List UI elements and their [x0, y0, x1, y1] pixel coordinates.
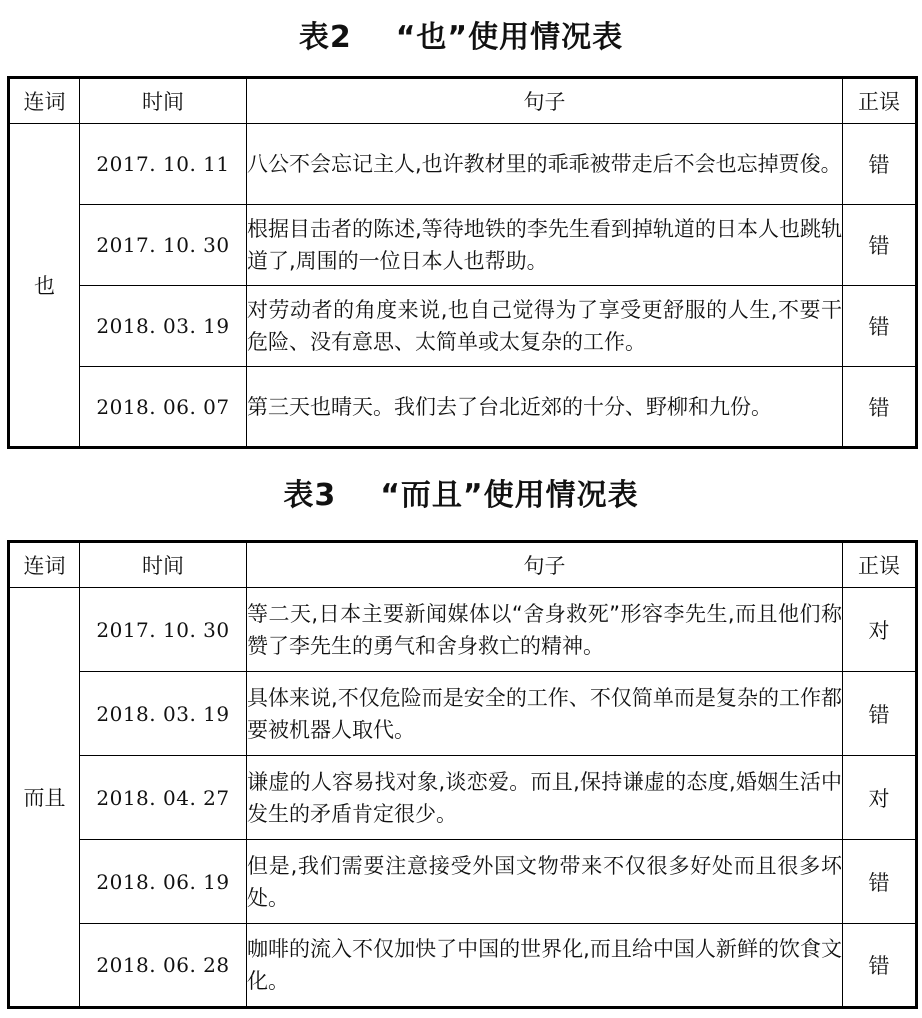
column-header-conjunction: 连词: [9, 542, 80, 588]
date-cell: 2018. 03. 19: [80, 672, 247, 756]
date-cell: 2018. 04. 27: [80, 756, 247, 840]
verdict-cell: 错: [843, 205, 917, 286]
table-3: [7, 540, 918, 1009]
table-header-row: [9, 542, 917, 588]
column-header-time: 时间: [80, 542, 247, 588]
sentence-cell: 具体来说,不仅危险而是安全的工作、不仅简单而是复杂的工作都要被机器人取代。: [247, 672, 843, 756]
verdict-cell: 对: [843, 756, 917, 840]
table-3-title-number: 表3: [283, 478, 337, 513]
sentence-cell: 根据目击者的陈述,等待地铁的李先生看到掉轨道的日本人也跳轨道了,周围的一位日本人也帮助。: [247, 205, 843, 286]
sentence-cell: 但是,我们需要注意接受外国文物带来不仅很多好处而且很多坏处。: [247, 840, 843, 924]
date-cell: 2017. 10. 30: [80, 205, 247, 286]
table-2-title-text: “也”使用情况表: [395, 20, 624, 55]
column-header-conjunction: 连词: [9, 78, 80, 124]
conjunction-cell: 也: [9, 124, 80, 448]
sentence-cell: 对劳动者的角度来说,也自己觉得为了享受更舒服的人生,不要干危险、没有意思、太简单或太复杂的工作。: [247, 286, 843, 367]
date-cell: 2018. 06. 19: [80, 840, 247, 924]
sentence-cell: 谦虚的人容易找对象,谈恋爱。而且,保持谦虚的态度,婚姻生活中发生的矛盾肯定很少。: [247, 756, 843, 840]
date-cell: 2018. 06. 07: [80, 367, 247, 448]
table-row: [9, 588, 917, 672]
table-row: [9, 756, 917, 840]
table-2-title-number: 表2: [298, 20, 352, 55]
table-row: [9, 205, 917, 286]
sentence-cell: 第三天也晴天。我们去了台北近郊的十分、野柳和九份。: [247, 367, 843, 448]
table-3-title-text: “而且”使用情况表: [380, 478, 639, 513]
verdict-cell: 错: [843, 924, 917, 1008]
date-cell: 2018. 03. 19: [80, 286, 247, 367]
table-row: [9, 124, 917, 205]
table-row: [9, 840, 917, 924]
table-row: [9, 367, 917, 448]
table-row: [9, 286, 917, 367]
conjunction-cell: 而且: [9, 588, 80, 1008]
column-header-verdict: 正误: [843, 78, 917, 124]
column-header-sentence: 句子: [247, 542, 843, 588]
table-row: [9, 672, 917, 756]
date-cell: 2018. 06. 28: [80, 924, 247, 1008]
table-3-title: [0, 476, 922, 516]
verdict-cell: 错: [843, 367, 917, 448]
sentence-cell: 咖啡的流入不仅加快了中国的世界化,而且给中国人新鲜的饮食文化。: [247, 924, 843, 1008]
sentence-cell: 八公不会忘记主人,也许教材里的乖乖被带走后不会也忘掉贾俊。: [247, 124, 843, 205]
sentence-cell: 等二天,日本主要新闻媒体以“舍身救死”形容李先生,而且他们称赞了李先生的勇气和舍身救亡的精神。: [247, 588, 843, 672]
date-cell: 2017. 10. 30: [80, 588, 247, 672]
column-header-time: 时间: [80, 78, 247, 124]
table-2: [7, 76, 918, 449]
verdict-cell: 对: [843, 588, 917, 672]
verdict-cell: 错: [843, 286, 917, 367]
date-cell: 2017. 10. 11: [80, 124, 247, 205]
verdict-cell: 错: [843, 672, 917, 756]
table-header-row: [9, 78, 917, 124]
table-row: [9, 924, 917, 1008]
column-header-verdict: 正误: [843, 542, 917, 588]
table-2-title: [0, 18, 922, 58]
verdict-cell: 错: [843, 840, 917, 924]
verdict-cell: 错: [843, 124, 917, 205]
column-header-sentence: 句子: [247, 78, 843, 124]
